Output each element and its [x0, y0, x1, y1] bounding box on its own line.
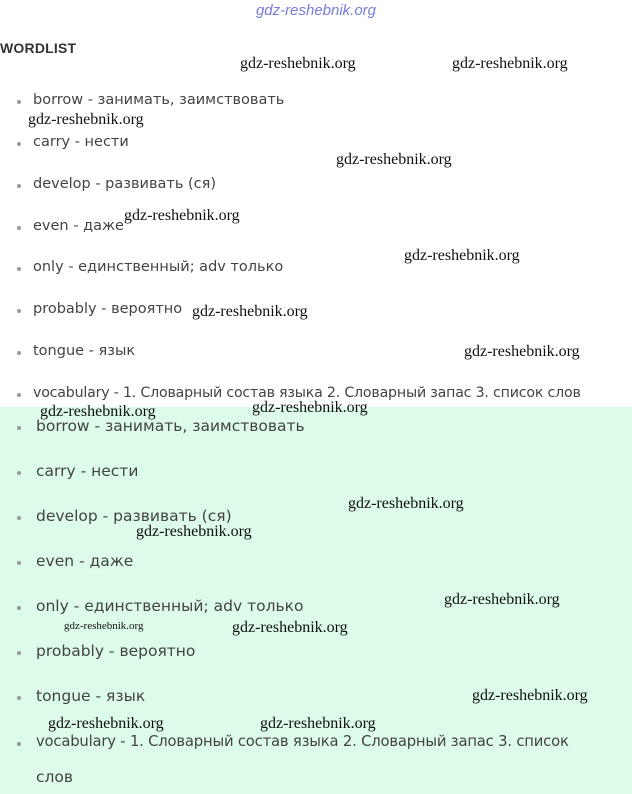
bullet-icon: [17, 606, 21, 610]
list-item: [36, 687, 145, 705]
watermark: gdz-reshebnik.org: [464, 343, 580, 360]
list-item-text: develop - развивать (ся): [36, 507, 232, 525]
list-item-text: even - даже: [33, 218, 124, 234]
bullet-icon: [17, 267, 21, 271]
list-item-text: probably - вероятно: [36, 642, 196, 660]
watermark: gdz-reshebnik.org: [64, 620, 144, 632]
list-item: [36, 642, 195, 660]
bullet-icon: [17, 471, 21, 475]
list-item: [33, 259, 283, 275]
bullet-icon: [17, 351, 21, 355]
list-item: [33, 92, 284, 108]
list-item-text: even - даже: [36, 552, 134, 570]
list-item: [36, 733, 569, 750]
list-item-text: develop - развивать (ся): [33, 176, 216, 192]
bullet-icon: [17, 184, 21, 188]
watermark: gdz-reshebnik.org: [348, 495, 464, 512]
watermark: gdz-reshebnik.org: [192, 303, 308, 320]
bullet-icon: [17, 561, 21, 565]
watermark: gdz-reshebnik.org: [28, 111, 144, 128]
watermark: gdz-reshebnik.org: [444, 591, 560, 608]
list-item-text: vocabulary - 1. Словарный состав языка 2. Словарный запас 3. список слов: [33, 385, 581, 401]
list-item: [33, 218, 124, 234]
bullet-icon: [17, 651, 21, 655]
list-item: [33, 134, 129, 150]
bullet-icon: [17, 142, 21, 146]
watermark: gdz-reshebnik.org: [232, 619, 348, 636]
list-item-text: only - единственный; adv только: [36, 597, 304, 615]
list-item-text: tongue - язык: [33, 343, 136, 359]
bullet-icon: [17, 100, 21, 104]
bullet-icon: [17, 309, 21, 313]
list-item-text: tongue - язык: [36, 687, 146, 705]
bullet-icon: [17, 742, 21, 746]
watermark: gdz-reshebnik.org: [452, 55, 568, 72]
bullet-icon: [17, 696, 21, 700]
list-item: [36, 462, 138, 480]
watermark: gdz-reshebnik.org: [336, 151, 452, 168]
watermark: gdz-reshebnik.org: [404, 247, 520, 264]
list-item-text: слов: [36, 768, 74, 786]
list-item: [36, 597, 303, 615]
wordlist-heading: WORDLIST: [0, 40, 77, 56]
watermark: gdz-reshebnik.org: [472, 687, 588, 704]
list-item: [33, 176, 216, 192]
list-item-text: probably - вероятно: [33, 301, 183, 317]
site-header-link[interactable]: gdz-reshebnik.org: [255, 2, 377, 19]
bullet-icon: [17, 226, 21, 230]
list-item-text: vocabulary - 1. Словарный состав языка 2. Словарный запас 3. список: [36, 733, 569, 750]
bullet-icon: [17, 393, 21, 397]
watermark: gdz-reshebnik.org: [136, 523, 252, 540]
list-item: [36, 552, 133, 570]
watermark: gdz-reshebnik.org: [48, 715, 164, 732]
watermark: gdz-reshebnik.org: [124, 207, 240, 224]
list-item-continuation: [36, 768, 73, 786]
list-item-text: only - единственный; adv только: [33, 259, 284, 275]
watermark: gdz-reshebnik.org: [260, 715, 376, 732]
list-item: [33, 301, 182, 317]
watermark: gdz-reshebnik.org: [252, 399, 368, 416]
list-item-text: borrow - занимать, заимствовать: [36, 417, 305, 435]
bullet-icon: [17, 516, 21, 520]
list-item-text: carry - нести: [36, 462, 139, 480]
watermark: gdz-reshebnik.org: [40, 403, 156, 420]
watermark: gdz-reshebnik.org: [240, 55, 356, 72]
list-item: [33, 343, 135, 359]
list-item-text: carry - нести: [33, 134, 129, 150]
list-item-text: borrow - занимать, заимствовать: [33, 92, 285, 108]
bullet-icon: [17, 426, 21, 430]
